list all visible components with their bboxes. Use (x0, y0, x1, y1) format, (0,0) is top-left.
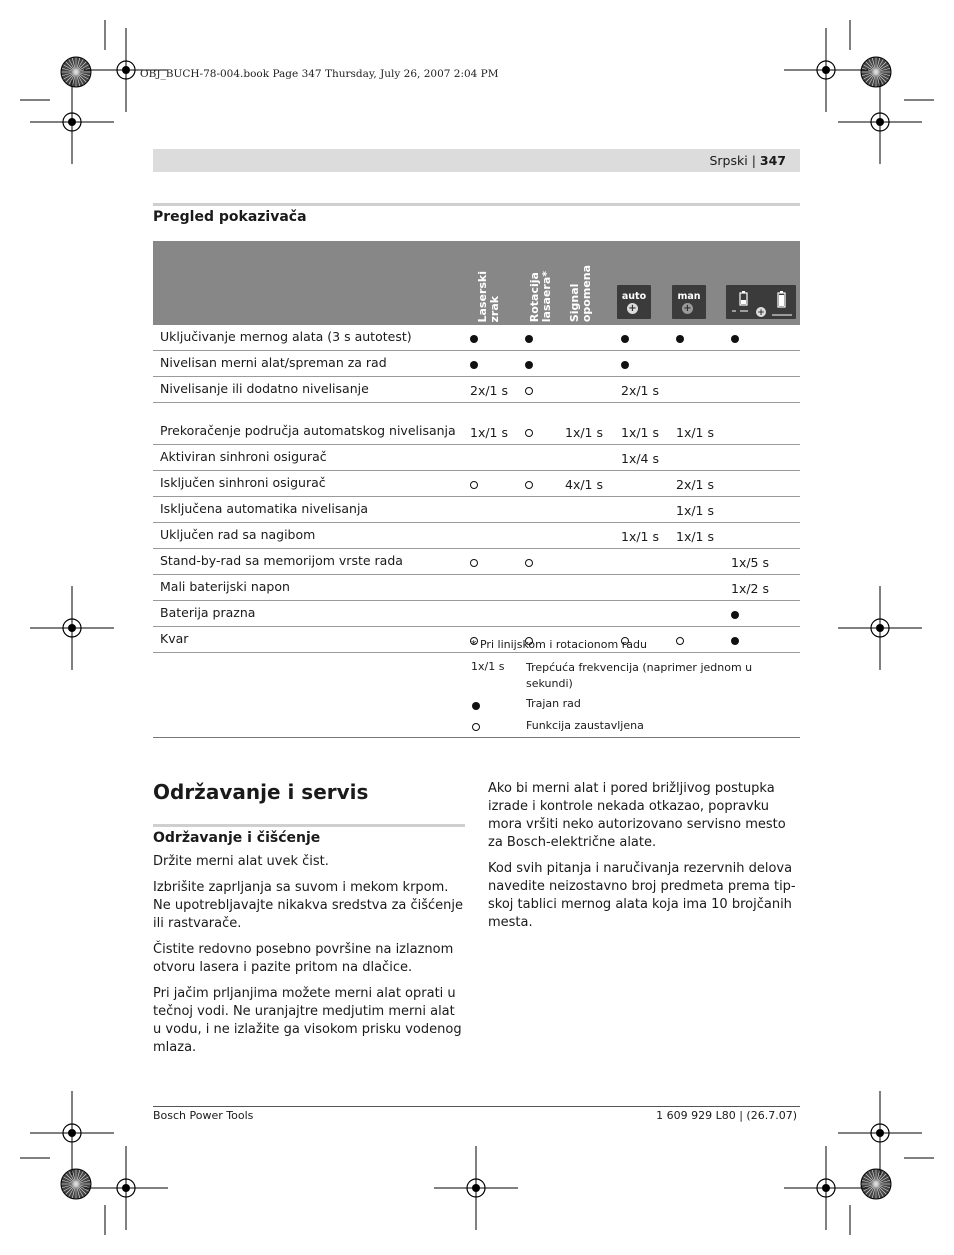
dot-filled-icon (731, 335, 739, 343)
table-row (153, 523, 800, 549)
indicator-cell (518, 601, 558, 627)
ring-empty-icon (470, 481, 478, 489)
row-label: Mali baterijski napon (153, 575, 463, 601)
ring-empty-icon (525, 429, 533, 437)
row-label: Nivelisanje ili dodatno nivelisanje (153, 377, 463, 403)
ring-empty-icon (472, 723, 480, 731)
indicator-cell (614, 325, 669, 351)
paragraph: Pri jačim prljanjima možete merni alat oprati u tečnoj vodi. Ne uranjajtre medjutim merni alat u vodu, i ne izlažite ga visokom prisku vodenog mlaza. (153, 986, 462, 1055)
indicator-cell (614, 351, 669, 377)
ring-empty-icon (676, 637, 684, 645)
legend-key-blink: 1x/1 s (471, 660, 505, 673)
indicator-cell (558, 351, 614, 377)
dot-filled-icon (470, 361, 478, 369)
indicator-cell (518, 325, 558, 351)
row-label: Uključivanje mernog alata (3 s autotest) (153, 325, 463, 351)
indicator-cell: 1x/1 s (463, 403, 518, 445)
indicator-cell: 1x/2 s (724, 575, 800, 601)
legend-text-off: Funkcija zaustavljena (526, 719, 644, 732)
ring-empty-icon (525, 559, 533, 567)
indicator-cell (558, 549, 614, 575)
table-row (153, 377, 800, 403)
table-footnote: * Pri linijskom i rotacionom radu (471, 638, 647, 651)
indicator-cell (669, 445, 724, 471)
indicator-cell (463, 351, 518, 377)
table-bottom-rule (153, 737, 800, 738)
auto-button-icon: auto + (617, 285, 651, 319)
indicator-cell (558, 377, 614, 403)
paragraph: Ako bi merni alat i pored brižljivog postupka izrade i kontrole nekada otkazao, popravku mora vršiti neko autorizovano servisno mesto za Bosch-električne alate. (488, 781, 786, 850)
indicator-table-header (153, 241, 800, 325)
indicator-cell (463, 325, 518, 351)
indicator-cell (724, 325, 800, 351)
indicator-cell (463, 497, 518, 523)
page-header-bar (153, 149, 800, 172)
right-column (488, 780, 800, 940)
footer-rule (153, 1106, 800, 1107)
paragraph: Čistite redovno posebno površine na izlaznom otvoru lasera i pazite pritom na dlačice. (153, 942, 454, 975)
header-language: Srpski (709, 153, 748, 168)
svg-text:+: + (757, 307, 765, 318)
indicator-cell: 1x/5 s (724, 549, 800, 575)
man-label: man (677, 290, 701, 302)
table-row (153, 601, 800, 627)
indicator-cell (669, 377, 724, 403)
row-label: Stand-by-rad sa memorijom vrste rada (153, 549, 463, 575)
dot-filled-icon (731, 611, 739, 619)
row-label: Isključen sinhroni osigurač (153, 471, 463, 497)
subsection-rule (153, 824, 465, 827)
maintenance-title: Održavanje i servis (153, 780, 369, 804)
paragraph: Držite merni alat uvek čist. (153, 854, 329, 869)
legend-text-on: Trajan rad (526, 697, 581, 710)
paragraph: Kod svih pitanja i naručivanja rezervnih delova navedite neizostavno broj predmeta prema tip-skoj tablici mernog alata koja ima 10 brojčanih mesta. (488, 861, 796, 930)
table-row (153, 351, 800, 377)
indicator-cell (669, 351, 724, 377)
indicator-cell (518, 471, 558, 497)
indicator-cell (463, 601, 518, 627)
indicator-cell (558, 497, 614, 523)
indicator-cell (669, 549, 724, 575)
row-label: Aktiviran sinhroni osigurač (153, 445, 463, 471)
table-row (153, 445, 800, 471)
indicator-cell (614, 471, 669, 497)
col-laser-beam: Laserski zrak (476, 270, 501, 322)
dot-filled-icon (731, 637, 739, 645)
indicator-cell (558, 575, 614, 601)
indicator-cell (724, 601, 800, 627)
indicator-cell: 1x/1 s (614, 523, 669, 549)
indicator-cell (518, 403, 558, 445)
indicator-cell: 1x/1 s (669, 523, 724, 549)
indicator-cell (724, 627, 800, 653)
indicator-cell (518, 377, 558, 403)
indicator-cell (614, 549, 669, 575)
man-button-icon: man + (672, 285, 706, 319)
indicator-cell (558, 601, 614, 627)
ring-empty-icon (470, 559, 478, 567)
maintenance-subtitle: Održavanje i čišćenje (153, 830, 321, 846)
indicator-cell: 1x/1 s (614, 403, 669, 445)
indicator-cell: 2x/1 s (669, 471, 724, 497)
header-separator: | (751, 153, 756, 168)
indicator-cell (518, 497, 558, 523)
battery-indicator-icon (726, 285, 796, 319)
row-label: Uključen rad sa nagibom (153, 523, 463, 549)
indicator-cell (669, 325, 724, 351)
indicator-table (153, 241, 800, 653)
indicator-cell (518, 445, 558, 471)
indicator-cell (724, 523, 800, 549)
dot-filled-icon (621, 335, 629, 343)
indicator-cell (463, 575, 518, 601)
table-row (153, 471, 800, 497)
row-label: Prekoračenje područja automatskog nivelisanja (153, 403, 463, 445)
indicator-cell (724, 497, 800, 523)
legend-key-off (472, 721, 480, 734)
indicator-cell (518, 549, 558, 575)
indicator-cell (518, 575, 558, 601)
indicator-cell (614, 575, 669, 601)
indicator-cell (463, 523, 518, 549)
indicator-cell (558, 325, 614, 351)
auto-label: auto (621, 290, 647, 302)
table-row (153, 497, 800, 523)
indicator-cell (558, 523, 614, 549)
indicator-cell (724, 351, 800, 377)
indicator-cell (724, 445, 800, 471)
indicator-cell (558, 445, 614, 471)
indicator-cell: 1x/4 s (614, 445, 669, 471)
indicator-cell (614, 601, 669, 627)
indicator-cell (669, 575, 724, 601)
table-row (153, 403, 800, 445)
footer-right: 1 609 929 L80 | (26.7.07) (656, 1109, 797, 1122)
row-label: Isključena automatika nivelisanja (153, 497, 463, 523)
indicator-cell (463, 549, 518, 575)
dot-filled-icon (470, 335, 478, 343)
footer-left: Bosch Power Tools (153, 1109, 254, 1122)
row-label: Baterija prazna (153, 601, 463, 627)
ring-empty-icon (525, 387, 533, 395)
ring-empty-icon (525, 481, 533, 489)
section-rule (153, 203, 800, 206)
legend-text-blink: Trepćuća frekvencija (naprimer jednom u sekundi) (526, 661, 753, 690)
dot-filled-icon (676, 335, 684, 343)
indicator-cell (614, 497, 669, 523)
print-info-line: OBJ_BUCH-78-004.book Page 347 Thursday, July 26, 2007 2:04 PM (140, 68, 499, 80)
indicator-cell: 1x/1 s (669, 403, 724, 445)
table-row (153, 325, 800, 351)
indicator-cell (724, 403, 800, 445)
page-number: 347 (759, 153, 786, 168)
dot-filled-icon (472, 702, 480, 710)
indicator-cell (724, 471, 800, 497)
indicator-cell: 1x/1 s (558, 403, 614, 445)
page-header (709, 153, 786, 168)
left-column (153, 853, 465, 1065)
indicator-section-title: Pregled pokazivača (153, 209, 307, 225)
dot-filled-icon (525, 361, 533, 369)
dot-filled-icon (621, 361, 629, 369)
table-row (153, 575, 800, 601)
table-row (153, 549, 800, 575)
col-rotation: Rotacija lasaera* (528, 270, 553, 322)
indicator-cell (518, 351, 558, 377)
paragraph: Izbrišite zaprljanja sa suvom i mekom krpom. Ne upotrebljavajte nikakva sredstva za čišćenje ili rastvarače. (153, 880, 464, 931)
indicator-cell: 4x/1 s (558, 471, 614, 497)
dot-filled-icon (525, 335, 533, 343)
legend-key-on (472, 700, 480, 713)
indicator-cell: 1x/1 s (669, 497, 724, 523)
row-label: Nivelisan merni alat/spreman za rad (153, 351, 463, 377)
indicator-cell (669, 601, 724, 627)
indicator-cell (669, 627, 724, 653)
indicator-cell (724, 377, 800, 403)
indicator-cell: 2x/1 s (614, 377, 669, 403)
indicator-cell (463, 471, 518, 497)
indicator-cell: 2x/1 s (463, 377, 518, 403)
indicator-cell (463, 445, 518, 471)
col-warning-signal: Signal opomena (568, 264, 593, 322)
row-label: Kvar (153, 627, 463, 653)
indicator-cell (518, 523, 558, 549)
